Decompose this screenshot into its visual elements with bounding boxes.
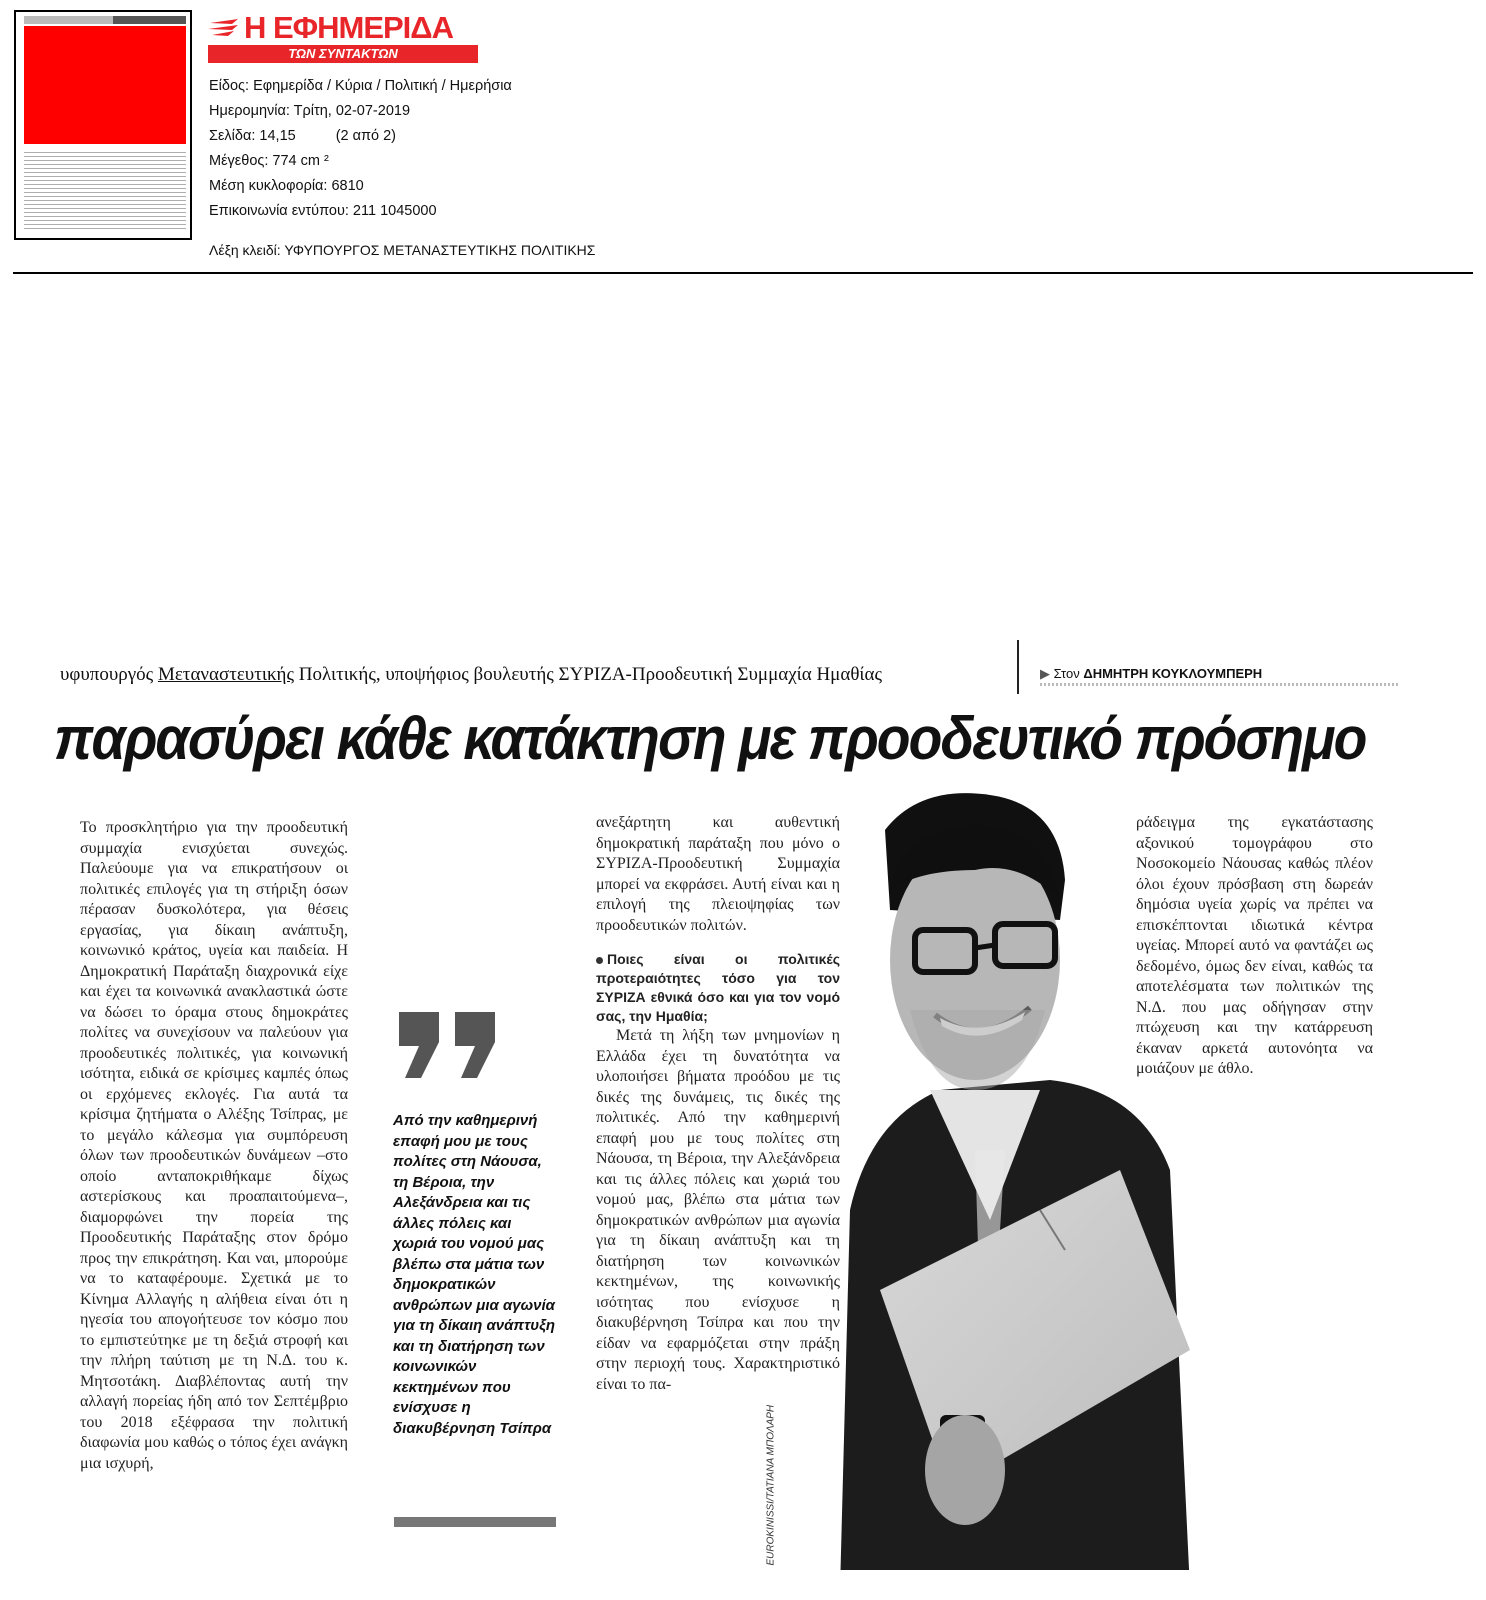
logo-swoosh-icon bbox=[208, 17, 240, 37]
article-headline: παρασύρει κάθε κατάκτηση με προοδευτικό πρόσημο bbox=[54, 705, 1366, 772]
thumbnail-redaction bbox=[24, 26, 186, 144]
meta-contact: Επικοινωνία εντύπου: 211 1045000 bbox=[209, 203, 437, 219]
byline-arrow-icon: ▶ bbox=[1040, 666, 1050, 681]
pull-quote bbox=[393, 1012, 555, 1439]
column-2-paragraph-1: ανεξάρτητη και αυθεντική δημοκρατική παράταξη που μόνο ο ΣΥΡΙΖΑ-Προοδευτική Συμμαχία μπορεί να εκφράσει. Αυτή είναι και η επιλογή της πλειοψηφίας των προοδευτικών πολιτών. bbox=[596, 814, 840, 934]
quote-marks-icon bbox=[395, 1012, 505, 1078]
meta-page-of: (2 από 2) bbox=[335, 128, 396, 144]
thumbnail-masthead bbox=[24, 16, 186, 24]
kicker-suffix: Πολιτικής, υποψήφιος βουλευτής ΣΥΡΙΖΑ-Προοδευτική Συμμαχία Ημαθίας bbox=[294, 664, 883, 685]
newspaper-logo bbox=[208, 8, 478, 61]
kicker-prefix: υφυπουργός bbox=[60, 664, 158, 685]
pull-quote-bar bbox=[394, 1517, 556, 1527]
logo-title: Η ΕΦΗΜΕΡΙΔΑ bbox=[244, 10, 453, 45]
meta-page-row bbox=[209, 124, 512, 149]
byline-name: ΔΗΜΗΤΡΗ ΚΟΥΚΛΟΥΜΠΕΡΗ bbox=[1083, 666, 1263, 681]
article-column-3: ράδειγμα της εγκατάστασης αξονικού τομογράφου στο Νοσοκομείο Νάουσας καθώς πλέον όλοι έχουν πρόσβαση στη δωρεάν δημόσια υγεία χωρίς να πρέπει να επισκέπτονται ιδιωτικά κέντρα υγείας. Μπορεί αυτό να φαντάζει ως δεδομένο, όμως δεν είναι, καθώς τα αποτελέσματα των πολιτικών της Ν.Δ. που μας οδήγησαν στην πτώχευση και την κατάρρευση έκαναν αρκετά αυτονόητα να μοιάζουν με άθλο. bbox=[1136, 814, 1373, 1077]
meta-circulation: Μέση κυκλοφορία: 6810 bbox=[209, 178, 364, 194]
header-divider bbox=[13, 272, 1473, 274]
meta-size: Μέγεθος: 774 cm ² bbox=[209, 153, 329, 169]
kicker-separator bbox=[1017, 640, 1019, 694]
clipping-metadata bbox=[209, 74, 512, 224]
portrait-photo bbox=[790, 790, 1190, 1570]
meta-keyword: Λέξη κλειδί: ΥΦΥΠΟΥΡΓΟΣ ΜΕΤΑΝΑΣΤΕΥΤΙΚΗΣ ΠΟΛΙΤΙΚΗΣ bbox=[209, 242, 596, 258]
photo-credit-text: EUROKINISSI/ΤΑΤΙΑΝΑ ΜΠΟΛΑΡΗ bbox=[765, 1404, 777, 1566]
byline-prefix: Στον bbox=[1053, 666, 1084, 681]
article-kicker bbox=[60, 664, 882, 686]
kicker-highlight: Μεταναστευτικής bbox=[157, 664, 294, 685]
page-thumbnail[interactable] bbox=[14, 10, 192, 240]
question-text: Ποιες είναι οι πολιτικές προτεραιότητες τόσο για τον ΣΥΡΙΖΑ εθνικά όσο και για τον νομό σας, την Ημαθία; bbox=[596, 951, 840, 1024]
meta-type: Είδος: Εφημερίδα / Κύρια / Πολιτική / Ημερήσια bbox=[209, 78, 512, 94]
meta-page: Σελίδα: 14,15 bbox=[209, 128, 296, 144]
byline bbox=[1040, 666, 1262, 682]
meta-date: Ημερομηνία: Τρίτη, 02-07-2019 bbox=[209, 103, 411, 119]
photo-credit bbox=[756, 1392, 777, 1566]
article-column-1: Το προσκλητήριο για την προοδευτική συμμαχία ενισχύεται συνεχώς. Παλεύουμε για να επικρατήσουν οι πολιτικές επιλογές για τη στήριξη όσων πέρασαν δυσκολότερα, για θέσεις εργασίας, για δίκαιη ανάπτυξη, κοινωνικό κράτος, υγεία και παιδεία. Η Δημοκρατική Παράταξη διαχρονικά είχε και έχει τα κοινωνικά ανακλαστικά ώστε να δώσει το όραμα στους δημοκράτες πολίτες να συνεχίσουν να παλεύουν για προοδευτικές πολιτικές, για κοινωνική ισότητα, ειδικά σε κρίσιμες καμπές όπως οι ερχόμενες εκλογές. Για αυτά τα κρίσιμα ζητήματα ο Αλέξης Τσίπρας, με το μεγάλο κάλεσμα για συμπόρευση όλων των προοδευτικών δυνάμεων –στο οποίο ανταποκριθήκαμε δίχως αστερίσκους και προαπαιτούμενα–, διαμορφώνει την πορεία της Προοδευτικής Παράταξης στον δρόμο προς την επικράτηση. Και ναι, μπορούμε να το καταφέρουμε. Σχετικά με το Κίνημα Αλλαγής η αλήθεια είναι ότι η ηγεσία του απογοήτευσε τον κόσμο που το εμπιστεύτηκε με τη δεξιά στροφή και την πλήρη ταύτιση με τη Ν.Δ. του κ. Μητσοτάκη. Διαβλέποντας αυτή την αλλαγή πορείας ήδη από τον Σεπτέμβριο του 2018 εξέφρασα την πολιτική διαφωνία μου καθώς ο τόπος έχει ανάγκη μια ισχυρή, bbox=[80, 819, 348, 1472]
thumbnail-text-columns bbox=[24, 152, 186, 230]
bullet-icon bbox=[596, 957, 603, 964]
pull-quote-text: Από την καθημερινή επαφή μου με τους πολίτες στη Νάουσα, τη Βέροια, την Αλεξάνδρεια και τις άλλες πόλεις και χωριά του νομού μας βλέπω στα μάτια των δημοκρατικών ανθρώπων μια αγωνία για τη δίκαιη ανάπτυξη και τη διατήρηση των κοινωνικών κεκτημένων που ενίσχυσε η διακυβέρνηση Τσίπρα bbox=[393, 1112, 556, 1437]
byline-rule bbox=[1040, 683, 1400, 686]
column-2-paragraph-2: Μετά τη λήξη των μνημονίων η Ελλάδα έχει τη δυνατότητα να υλοποιήσει βήματα προόδου με τις δικές της δυνάμεις, τις δικές της πολιτικές. Από την καθημερινή επαφή μου με τους πολίτες στη Νάουσα, τη Βέροια, την Αλεξάνδρεια και τις άλλες πόλεις και χωριά του νομού μας, βλέπω στα μάτια των δημοκρατικών ανθρώπων μια αγωνία για τη δίκαιη ανάπτυξη και τη διατήρηση των κοινωνικών κεκτημένων, της κοινωνικής ισότητας που ενίσχυσε η διακυβέρνηση Τσίπρα και που την είδαν να εφαρμόζεται στην πράξη στην περιοχή τους. Χαρακτηριστικό είναι το πα- bbox=[596, 1027, 840, 1393]
logo-subtitle: ΤΩΝ ΣΥΝΤΑΚΤΩΝ bbox=[208, 45, 478, 63]
